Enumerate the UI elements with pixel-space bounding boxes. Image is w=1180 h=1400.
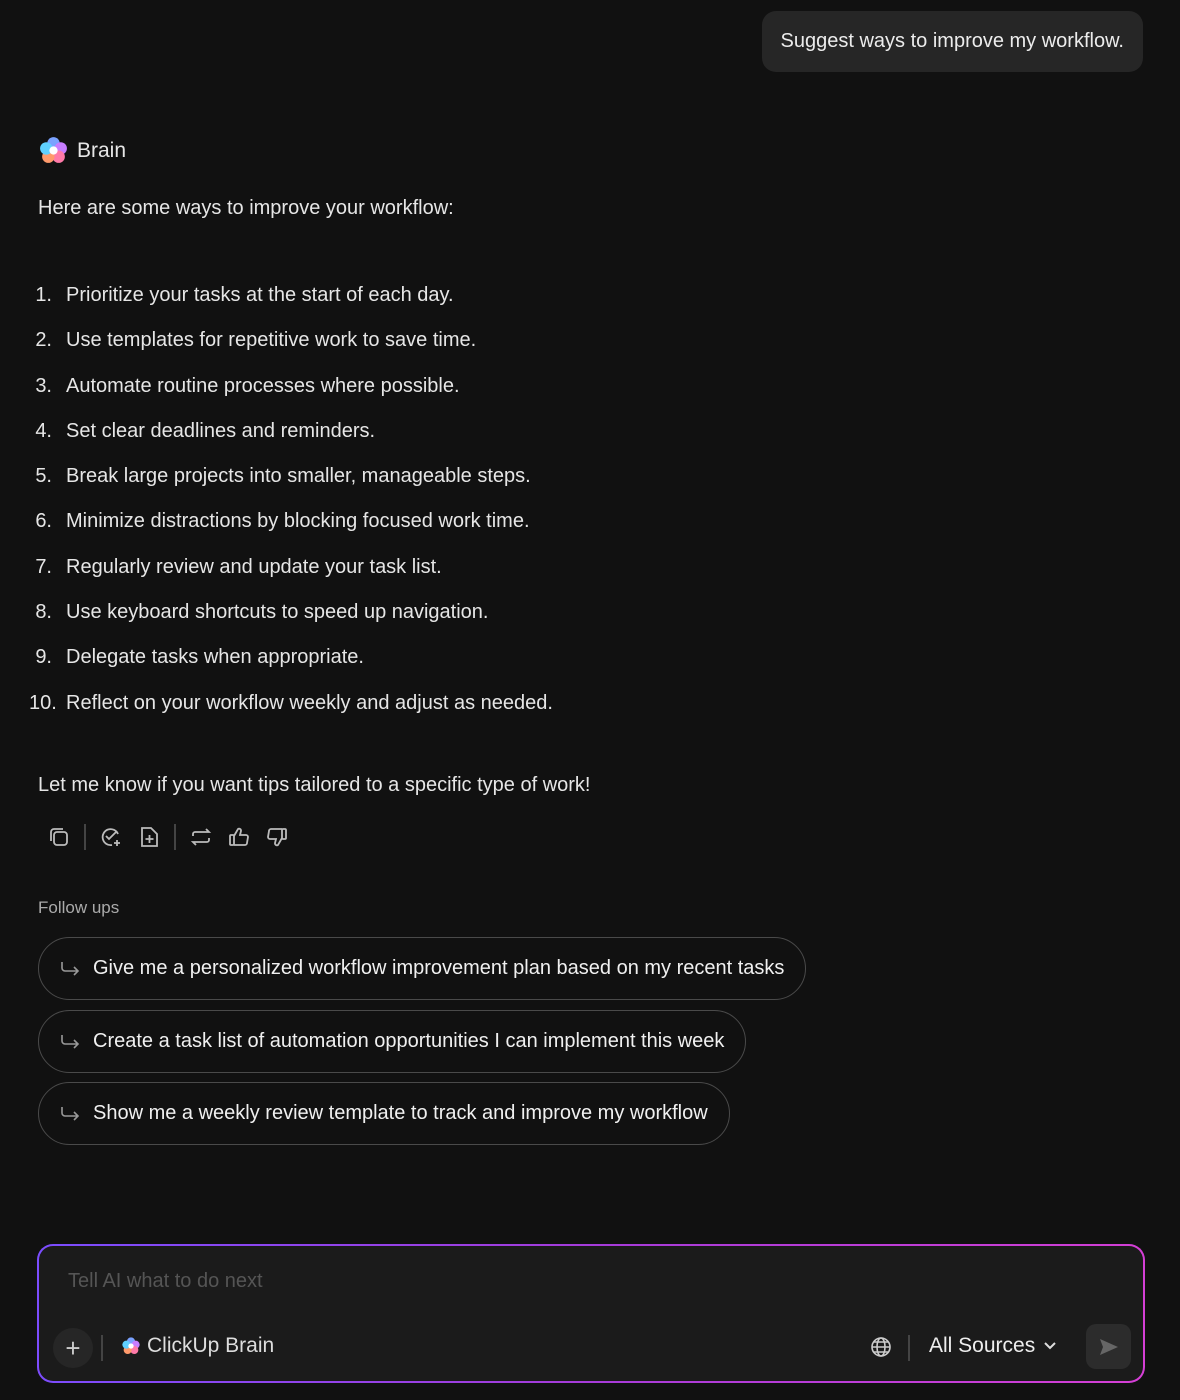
followup-text: Show me a weekly review template to track and improve my workflow	[93, 1102, 708, 1124]
list-item	[29, 691, 553, 737]
item-number: 6.	[35, 510, 52, 533]
create-task-button[interactable]	[94, 822, 128, 852]
list-item	[35, 646, 553, 691]
item-text: Prioritize your tasks at the start of each day.	[66, 284, 454, 306]
brain-logo-icon	[38, 135, 69, 166]
regenerate-icon	[190, 826, 212, 848]
thumbs-down-icon	[266, 826, 288, 848]
item-number: 4.	[35, 419, 52, 442]
brain-label: ClickUp Brain	[147, 1334, 275, 1357]
list-item	[35, 465, 553, 510]
followup-chip[interactable]	[38, 937, 806, 1000]
send-button[interactable]	[1086, 1324, 1131, 1369]
send-icon	[1098, 1337, 1120, 1357]
brain-selector[interactable]	[121, 1334, 274, 1358]
item-text: Break large projects into smaller, manageable steps.	[66, 465, 531, 488]
list-item	[35, 510, 553, 555]
reply-arrow-icon	[59, 1033, 81, 1051]
item-text: Reflect on your workflow weekly and adjust as needed.	[66, 691, 553, 714]
composer	[37, 1244, 1145, 1383]
response-outro: Let me know if you want tips tailored to a specific type of work!	[38, 774, 591, 796]
list-item	[35, 555, 553, 601]
list-item	[35, 329, 553, 374]
followups-label: Follow ups	[38, 898, 120, 917]
list-item	[35, 374, 553, 420]
assistant-name: Brain	[77, 138, 127, 162]
item-number: 10.	[29, 691, 57, 714]
create-doc-icon	[138, 825, 160, 849]
response-actions	[42, 822, 298, 852]
item-text: Use templates for repetitive work to save time.	[66, 329, 477, 352]
followup-chip[interactable]	[38, 1082, 730, 1145]
user-message: Suggest ways to improve my workflow.	[762, 11, 1143, 72]
sources-label: All Sources	[929, 1334, 1036, 1357]
item-number: 2.	[35, 329, 52, 352]
item-text: Delegate tasks when appropriate.	[66, 646, 364, 669]
item-number: 7.	[35, 555, 52, 578]
reply-arrow-icon	[59, 1105, 81, 1123]
list-item	[35, 601, 553, 646]
regenerate-button[interactable]	[184, 822, 218, 852]
prompt-input[interactable]: Tell AI what to do next	[68, 1270, 263, 1292]
followup-text: Give me a personalized workflow improvement plan based on my recent tasks	[93, 957, 785, 979]
web-search-button[interactable]	[870, 1336, 892, 1363]
item-number: 9.	[35, 646, 52, 669]
item-text: Automate routine processes where possible.	[66, 374, 460, 397]
item-number: 5.	[35, 465, 52, 488]
followup-chip[interactable]	[38, 1010, 746, 1073]
assistant-header	[38, 135, 126, 166]
divider	[174, 824, 176, 850]
divider	[908, 1335, 910, 1361]
suggestion-list	[29, 284, 553, 737]
reply-arrow-icon	[59, 960, 81, 978]
list-item	[35, 419, 553, 465]
thumbs-up-icon	[228, 826, 250, 848]
create-doc-button[interactable]	[132, 822, 166, 852]
followup-text: Create a task list of automation opportunities I can implement this week	[93, 1030, 725, 1052]
plus-icon: +	[65, 1332, 81, 1363]
divider	[101, 1335, 103, 1361]
item-text: Set clear deadlines and reminders.	[66, 419, 376, 442]
add-button[interactable]	[53, 1328, 93, 1368]
chevron-down-icon	[1043, 1341, 1057, 1351]
item-number: 3.	[35, 374, 52, 397]
copy-button[interactable]	[42, 822, 76, 852]
sources-dropdown[interactable]	[929, 1334, 1057, 1358]
item-number: 1.	[35, 284, 52, 306]
thumbs-down-button[interactable]	[260, 822, 294, 852]
brain-logo-icon	[121, 1336, 141, 1356]
create-task-icon	[99, 825, 123, 849]
item-text: Use keyboard shortcuts to speed up navigation.	[66, 601, 489, 624]
item-text: Regularly review and update your task list.	[66, 555, 442, 578]
globe-icon	[870, 1336, 892, 1358]
item-text: Minimize distractions by blocking focused work time.	[66, 510, 530, 533]
list-item	[35, 284, 553, 329]
divider	[84, 824, 86, 850]
thumbs-up-button[interactable]	[222, 822, 256, 852]
copy-icon	[48, 826, 70, 848]
item-number: 8.	[35, 601, 52, 624]
response-intro: Here are some ways to improve your workflow:	[38, 197, 454, 219]
